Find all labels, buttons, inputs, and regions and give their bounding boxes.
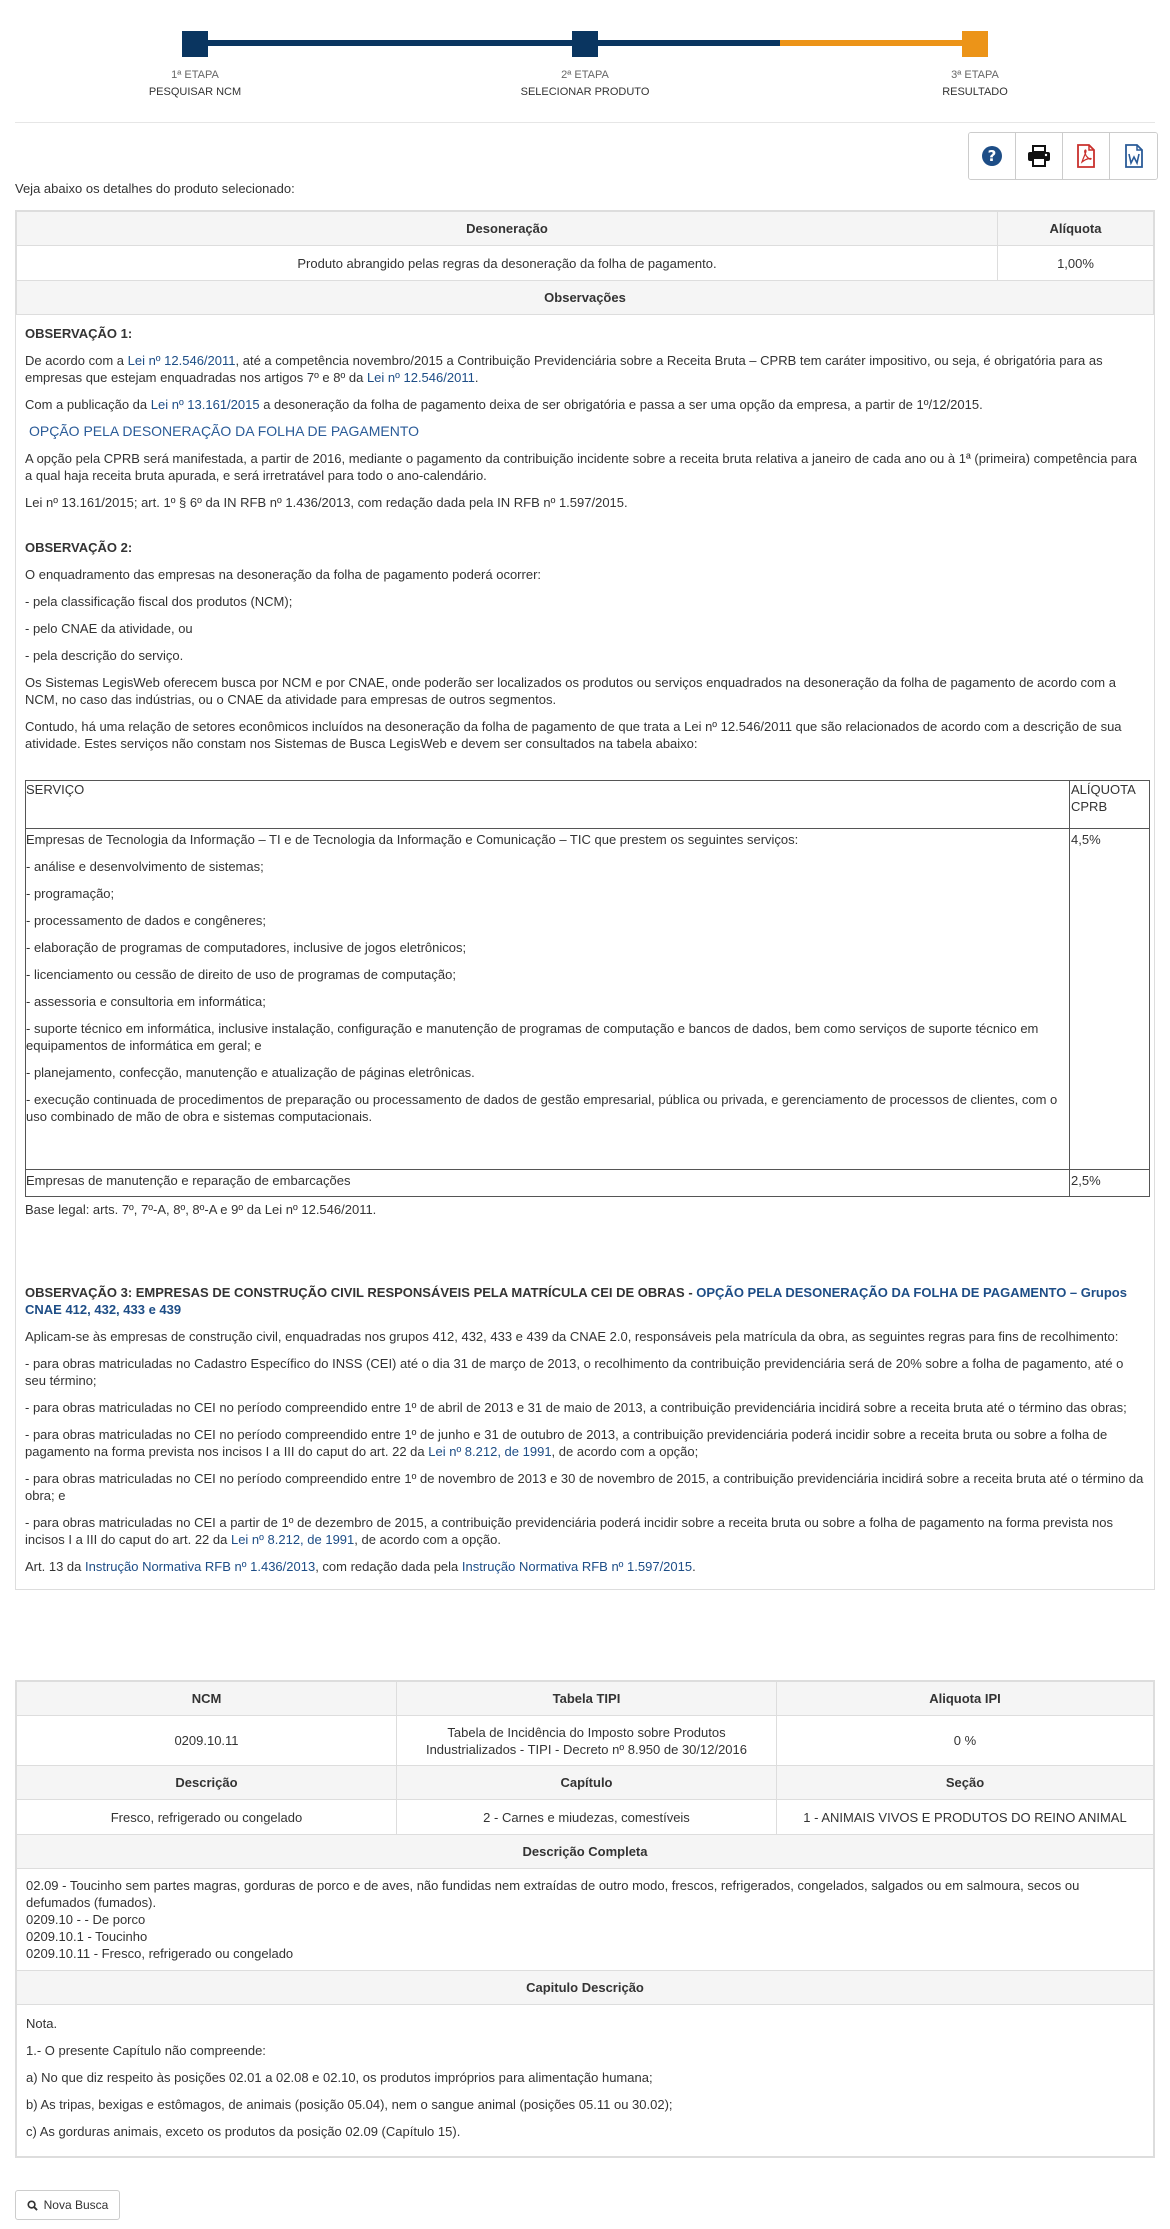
- lei-8212-link-2[interactable]: Lei nº 8.212, de 1991: [230, 1532, 355, 1547]
- nova-busca-label: Nova Busca: [43, 2198, 109, 2212]
- descricao-value: Fresco, refrigerado ou congelado: [17, 1800, 397, 1835]
- obs2-paragraph-5: Os Sistemas LegisWeb oferecem busca por NCM e por CNAE, onde poderão ser localizados os produtos ou serviços enquadrados na desoneração da folha de pagamento de acordo com a NCM, no caso das indústrias, ou o CNAE da atividade para empresas de outros segmentos.: [25, 675, 1116, 707]
- stepper-line-1: [195, 40, 585, 46]
- descricao-completa-header: Descrição Completa: [17, 1835, 1154, 1869]
- in-1436-link[interactable]: Instrução Normativa RFB nº 1.436/2013: [84, 1559, 316, 1574]
- word-button[interactable]: [1110, 133, 1157, 179]
- obs2-paragraph-6: Contudo, há uma relação de setores econômicos incluídos na desoneração da folha de pagamento de que trata a Lei nº 12.546/2011 que são relacionados de acordo com a descrição de sua atividade. Estes serviços não constam nos Sistemas de Busca LegisWeb e devem ser consultados na tabela abaixo:: [25, 719, 1122, 751]
- col-header-aliquota: Alíquota: [998, 212, 1154, 246]
- service-header: SERVIÇO: [26, 781, 1070, 829]
- service-item: - planejamento, confecção, manutenção e atualização de páginas eletrônicas.: [26, 1065, 475, 1080]
- obs3-paragraph-2: - para obras matriculadas no Cadastro Específico do INSS (CEI) até o dia 31 de março de 2013, o recolhimento da contribuição previdenciária será de 20% sobre a folha de pagamento, até o seu término;: [25, 1356, 1124, 1388]
- service-item: - processamento de dados e congêneres;: [26, 913, 266, 928]
- word-icon: [1124, 144, 1144, 168]
- stepper-line-2: [585, 40, 780, 46]
- pdf-icon: [1076, 144, 1096, 168]
- obs3-paragraph-4: [25, 1426, 1145, 1460]
- text: Com a publicação da: [25, 397, 151, 412]
- nova-busca-button[interactable]: [15, 2190, 120, 2220]
- obs3-title-text: OBSERVAÇÃO 3: EMPRESAS DE CONSTRUÇÃO CIVIL RESPONSÁVEIS PELA MATRÍCULA CEI DE OBRAS -: [25, 1285, 697, 1300]
- obs2-paragraph-3: - pelo CNAE da atividade, ou: [25, 621, 193, 636]
- obs3-title: [25, 1284, 1145, 1318]
- service-row-1: [26, 829, 1070, 1170]
- text: .: [474, 370, 479, 385]
- capitulo-line: 1.- O presente Capítulo não compreende:: [26, 2043, 266, 2058]
- ncm-code: 0209.10.11: [17, 1716, 397, 1766]
- obs3-paragraph-6: [25, 1514, 1145, 1548]
- text: .: [692, 1559, 696, 1574]
- service-item: - elaboração de programas de computadores, inclusive de jogos eletrônicos;: [26, 940, 467, 955]
- lei-12546-link-2[interactable]: Lei nº 12.546/2011: [366, 370, 475, 385]
- step-3-marker: [962, 31, 988, 57]
- step-2-number: 2ª ETAPA: [561, 69, 609, 81]
- step-1-label: [95, 67, 295, 101]
- service-item: - execução continuada de procedimentos de preparação ou processamento de dados de gestão empresarial, pública ou privada, e gerenciamento de processos de clientes, com o uso combinado de mão de obra e sistemas computacionais.: [26, 1092, 1058, 1124]
- in-1597-link[interactable]: Instrução Normativa RFB nº 1.597/2015: [461, 1559, 693, 1574]
- lei-12546-link[interactable]: Lei nº 12.546/2011: [127, 353, 236, 368]
- text: - para obras matriculadas no CEI a partir de 1º de dezembro de 2015, a contribuição previdenciária poderá incidir sobre a receita bruta ou sobre a folha de pagamento na forma prevista nos incisos I a III do caput do art. 22 da: [25, 1515, 1113, 1547]
- service-item: - análise e desenvolvimento de sistemas;: [26, 859, 264, 874]
- observacoes-header: Observações: [17, 281, 1154, 315]
- descricao-line: 0209.10.11 - Fresco, refrigerado ou congelado: [26, 1946, 294, 1961]
- capitulo-descricao-header: Capitulo Descrição: [17, 1971, 1154, 2005]
- service-row-2-rate: 2,5%: [1070, 1170, 1150, 1197]
- ncm-panel: [15, 1680, 1155, 2158]
- obs3-title-link[interactable]: OPÇÃO PELA DESONERAÇÃO DA FOLHA DE PAGAMENTO – Grupos CNAE 412, 432, 433 e 439: [25, 1285, 1127, 1317]
- print-icon: [1027, 145, 1051, 167]
- service-item: - assessoria e consultoria em informática;: [26, 994, 266, 1009]
- text: , até a competência novembro/2015 a Contribuição Previdenciária sobre a Receita Bruta – CPRB tem caráter impositivo, ou seja, é obrigatória para as empresas que estejam enquadradas nos artigos 7º e 8º da: [25, 353, 1103, 385]
- obs1-paragraph-2: [25, 396, 1145, 413]
- rate-header: ALÍQUOTA CPRB: [1070, 781, 1150, 829]
- aliquota-ipi-value: 0 %: [777, 1716, 1154, 1766]
- step-3-name: RESULTADO: [942, 86, 1008, 98]
- obs1-paragraph-1: [25, 352, 1145, 386]
- aliquota-value: 1,00%: [998, 246, 1154, 281]
- base-legal: Base legal: arts. 7º, 7º-A, 8º, 8º-A e 9º da Lei nº 12.546/2011.: [25, 1202, 377, 1217]
- capitulo-value: 2 - Carnes e miudezas, comestíveis: [397, 1800, 777, 1835]
- step-2-label: [485, 67, 685, 101]
- descricao-line: 0209.10.1 - Toucinho: [26, 1929, 148, 1944]
- capitulo-line: a) No que diz respeito às posições 02.01 a 02.08 e 02.10, os produtos impróprios para alimentação humana;: [26, 2070, 653, 2085]
- export-toolbar: [968, 132, 1158, 180]
- descricao-completa-body: [17, 1869, 1154, 1971]
- observacoes-body: [16, 315, 1154, 1589]
- col-header-desoneracao: Desoneração: [17, 212, 998, 246]
- service-row-1-rate: 4,5%: [1070, 829, 1150, 1170]
- divider: [15, 122, 1155, 123]
- secao-value: 1 - ANIMAIS VIVOS E PRODUTOS DO REINO ANIMAL: [777, 1800, 1154, 1835]
- search-icon: [27, 2200, 38, 2211]
- obs3-paragraph-5: - para obras matriculadas no CEI no período compreendido entre 1º de novembro de 2013 e 30 de novembro de 2015, a contribuição previdenciária incidirá sobre a receita bruta até o término da obra; e: [25, 1471, 1144, 1503]
- step-2-marker[interactable]: [572, 31, 598, 57]
- pdf-button[interactable]: [1063, 133, 1110, 179]
- text: , de acordo com a opção;: [551, 1444, 699, 1459]
- text: , de acordo com a opção.: [354, 1532, 501, 1547]
- descricao-line: 02.09 - Toucinho sem partes magras, gorduras de porco e de aves, não fundidas nem extraídas de outro modo, frescos, refrigerados, congelados, salgados ou em salmoura, secos ou defumados (fumados).: [26, 1878, 1080, 1910]
- step-1-name: PESQUISAR NCM: [148, 86, 242, 98]
- obs3-paragraph-1: Aplicam-se às empresas de construção civil, enquadradas nos grupos 412, 432, 433 e 439 da CNAE 2.0, responsáveis pela matrícula da obra, as seguintes regras para fins de recolhimento:: [25, 1329, 1119, 1344]
- service-item: - programação;: [26, 886, 115, 901]
- capitulo-descricao-body: [17, 2005, 1154, 2157]
- text: - para obras matriculadas no CEI no período compreendido entre 1º de junho e 31 de outubro de 2013, a contribuição previdenciária poderá incidir sobre a receita bruta ou sobre a folha de pagamento na forma prevista nos incisos I a III do caput do art. 22 da: [25, 1427, 1108, 1459]
- text: , com redação dada pela: [315, 1559, 462, 1574]
- obs1-paragraph-4: Lei nº 13.161/2015; art. 1º § 6º da IN RFB nº 1.436/2013, com redação dada pela IN RFB nº 1.597/2015.: [25, 495, 628, 510]
- text: De acordo com a: [25, 353, 128, 368]
- help-icon: [981, 145, 1003, 167]
- service-row-2: Empresas de manutenção e reparação de embarcações: [26, 1170, 1070, 1197]
- step-3-number: 3ª ETAPA: [951, 69, 999, 81]
- capitulo-line: c) As gorduras animais, exceto os produtos da posição 02.09 (Capítulo 15).: [26, 2124, 461, 2139]
- progress-stepper: [0, 0, 1170, 110]
- step-3-label: [875, 67, 1075, 101]
- lei-8212-link[interactable]: Lei nº 8.212, de 1991: [428, 1444, 552, 1459]
- lei-13161-link[interactable]: Lei nº 13.161/2015: [150, 397, 260, 412]
- descricao-line: 0209.10 - - De porco: [26, 1912, 146, 1927]
- col-header-secao: Seção: [777, 1766, 1154, 1800]
- col-header-ncm: NCM: [17, 1682, 397, 1716]
- desoneracao-value: Produto abrangido pelas regras da desoneração da folha de pagamento.: [17, 246, 998, 281]
- desoneracao-table: [16, 211, 1154, 315]
- text: Art. 13 da: [25, 1559, 85, 1574]
- obs2-title: OBSERVAÇÃO 2:: [25, 540, 133, 555]
- step-1-marker[interactable]: [182, 31, 208, 57]
- intro-text: Veja abaixo os detalhes do produto selecionado:: [15, 181, 295, 196]
- obs2-paragraph-1: O enquadramento das empresas na desoneração da folha de pagamento poderá ocorrer:: [25, 567, 542, 582]
- svg-text:?: ?: [987, 147, 997, 165]
- obs3-paragraph-3: - para obras matriculadas no CEI no período compreendido entre 1º de abril de 2013 e 31 de maio de 2013, a contribuição previdenciária incidirá sobre a receita bruta até o término das obras;: [25, 1400, 1127, 1415]
- col-header-descricao: Descrição: [17, 1766, 397, 1800]
- capitulo-line: b) As tripas, bexigas e estômagos, de animais (posição 05.04), nem o sangue animal (posições 05.11 ou 30.02);: [26, 2097, 673, 2112]
- help-button[interactable]: [969, 133, 1016, 179]
- obs2-paragraph-4: - pela descrição do serviço.: [25, 648, 184, 663]
- obs1-title: OBSERVAÇÃO 1:: [25, 326, 133, 341]
- service-table: [25, 780, 1150, 1197]
- obs3-paragraph-7: [25, 1558, 1145, 1575]
- ncm-table: [16, 1681, 1154, 2157]
- col-header-aliquota-ipi: Aliquota IPI: [777, 1682, 1154, 1716]
- print-button[interactable]: [1016, 133, 1063, 179]
- service-item: Empresas de Tecnologia da Informação – TI e de Tecnologia da Informação e Comunicação – TIC que prestem os seguintes serviços:: [26, 832, 799, 847]
- col-header-capitulo: Capítulo: [397, 1766, 777, 1800]
- text: a desoneração da folha de pagamento deixa de ser obrigatória e passa a ser uma opção da empresa, a partir de 1º/12/2015.: [259, 397, 983, 412]
- capitulo-line: Nota.: [26, 2016, 58, 2031]
- stepper-line-3: [780, 40, 975, 46]
- desoneracao-panel: [15, 210, 1155, 1590]
- obs2-paragraph-2: - pela classificação fiscal dos produtos (NCM);: [25, 594, 293, 609]
- service-item: - licenciamento ou cessão de direito de uso de programas de computação;: [26, 967, 456, 982]
- obs1-paragraph-3: A opção pela CPRB será manifestada, a partir de 2016, mediante o pagamento da contribuição incidente sobre a receita bruta relativa a janeiro de cada ano ou à 1ª (primeira) competência para a qual haja receita bruta apurada, e será irretratável para todo o ano-calendário.: [25, 451, 1137, 483]
- obs1-subheading: OPÇÃO PELA DESONERAÇÃO DA FOLHA DE PAGAMENTO: [29, 423, 420, 439]
- tabela-tipi-value: Tabela de Incidência do Imposto sobre Produtos Industrializados - TIPI - Decreto nº 8.950 de 30/12/2016: [397, 1716, 777, 1766]
- service-item: - suporte técnico em informática, inclusive instalação, configuração e manutenção de programas de computação e bancos de dados, bem como serviços de suporte técnico em equipamentos de informática em geral; e: [26, 1021, 1039, 1053]
- step-2-name: SELECIONAR PRODUTO: [520, 86, 650, 98]
- step-1-number: 1ª ETAPA: [171, 69, 219, 81]
- col-header-tabela-tipi: Tabela TIPI: [397, 1682, 777, 1716]
